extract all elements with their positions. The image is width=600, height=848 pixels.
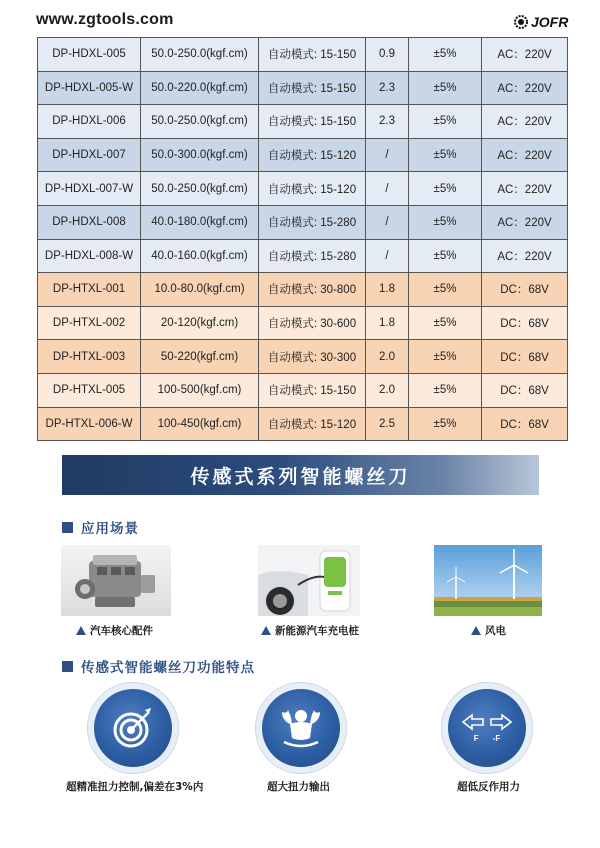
table-row <box>38 373 568 407</box>
table-cell-mode: 自动模式: 30-300 <box>259 340 366 374</box>
feature-circle-1 <box>88 683 178 773</box>
table-row <box>38 38 568 72</box>
triangle-bullet-icon <box>76 626 86 635</box>
table-cell-power: DC：68V <box>482 340 568 374</box>
applications-title: 应用场景 <box>81 521 139 537</box>
table-cell-model: DP-HDXL-008-W <box>38 239 141 273</box>
feature-label-3: 超低反作用力 <box>457 781 520 793</box>
feature-circle-2 <box>256 683 346 773</box>
features-title: 传感式智能螺丝刀功能特点 <box>81 660 255 676</box>
table-row <box>38 340 568 374</box>
table-cell-weight: / <box>366 205 409 239</box>
table-cell-power: AC：220V <box>482 172 568 206</box>
target-icon <box>111 706 155 750</box>
table-cell-accuracy: ±5% <box>409 340 482 374</box>
site-url: www.zgtools.com <box>36 11 174 28</box>
arrow-right-label: -F <box>492 734 501 743</box>
table-cell-model: DP-HTXL-006-W <box>38 407 141 441</box>
table-cell-range: 100-500(kgf.cm) <box>141 373 259 407</box>
brand-logo <box>514 14 568 30</box>
table-cell-accuracy: ±5% <box>409 205 482 239</box>
table-cell-accuracy: ±5% <box>409 407 482 441</box>
table-cell-range: 50-220(kgf.cm) <box>141 340 259 374</box>
table-cell-mode: 自动模式: 15-120 <box>259 172 366 206</box>
application-caption-2: 新能源汽车充电桩 <box>261 623 359 638</box>
table-cell-weight: 2.3 <box>366 105 409 139</box>
triangle-bullet-icon <box>261 626 271 635</box>
ev-charger-photo <box>258 545 360 616</box>
wind-turbine-photo <box>434 545 542 616</box>
table-cell-weight: 1.8 <box>366 306 409 340</box>
table-cell-model: DP-HTXL-001 <box>38 273 141 307</box>
table-cell-power: AC：220V <box>482 71 568 105</box>
table-cell-mode: 自动模式: 30-600 <box>259 306 366 340</box>
table-cell-model: DP-HTXL-005 <box>38 373 141 407</box>
table-cell-accuracy: ±5% <box>409 138 482 172</box>
triangle-bullet-icon <box>471 626 481 635</box>
table-cell-accuracy: ±5% <box>409 105 482 139</box>
table-cell-accuracy: ±5% <box>409 38 482 72</box>
features-heading <box>62 656 255 676</box>
table-cell-mode: 自动模式: 15-120 <box>259 138 366 172</box>
table-cell-model: DP-HTXL-003 <box>38 340 141 374</box>
series-banner <box>62 455 539 495</box>
gear-logo-icon <box>514 15 528 29</box>
brand-name: JOFR <box>531 14 569 30</box>
square-bullet-icon <box>62 661 73 672</box>
table-row <box>38 172 568 206</box>
spec-table <box>37 37 568 441</box>
application-caption-3: 风电 <box>471 623 506 638</box>
table-cell-mode: 自动模式: 15-150 <box>259 105 366 139</box>
table-cell-model: DP-HDXL-007 <box>38 138 141 172</box>
table-cell-model: DP-HDXL-008 <box>38 205 141 239</box>
table-cell-mode: 自动模式: 30-800 <box>259 273 366 307</box>
table-cell-weight: 2.0 <box>366 340 409 374</box>
table-cell-power: AC：220V <box>482 239 568 273</box>
table-cell-range: 50.0-220.0(kgf.cm) <box>141 71 259 105</box>
table-cell-range: 50.0-300.0(kgf.cm) <box>141 138 259 172</box>
table-row <box>38 105 568 139</box>
table-cell-weight: 0.9 <box>366 38 409 72</box>
table-cell-range: 50.0-250.0(kgf.cm) <box>141 172 259 206</box>
car-engine-photo <box>61 545 171 616</box>
table-cell-power: AC：220V <box>482 38 568 72</box>
table-cell-power: DC：68V <box>482 407 568 441</box>
table-cell-range: 10.0-80.0(kgf.cm) <box>141 273 259 307</box>
table-row <box>38 71 568 105</box>
strength-icon <box>278 706 324 750</box>
table-cell-model: DP-HDXL-005-W <box>38 71 141 105</box>
table-cell-accuracy: ±5% <box>409 172 482 206</box>
table-cell-accuracy: ±5% <box>409 71 482 105</box>
table-row <box>38 407 568 441</box>
square-bullet-icon <box>62 522 73 533</box>
table-cell-weight: 1.8 <box>366 273 409 307</box>
table-cell-accuracy: ±5% <box>409 373 482 407</box>
table-cell-power: DC：68V <box>482 373 568 407</box>
table-cell-range: 40.0-160.0(kgf.cm) <box>141 239 259 273</box>
table-cell-range: 40.0-180.0(kgf.cm) <box>141 205 259 239</box>
table-row <box>38 138 568 172</box>
table-cell-mode: 自动模式: 15-150 <box>259 71 366 105</box>
feature-label-1: 超精准扭力控制,偏差在3%内 <box>66 781 204 793</box>
table-cell-weight: / <box>366 138 409 172</box>
table-cell-mode: 自动模式: 15-120 <box>259 407 366 441</box>
table-cell-power: DC：68V <box>482 306 568 340</box>
feature-circle-3 <box>442 683 532 773</box>
table-cell-mode: 自动模式: 15-280 <box>259 205 366 239</box>
application-caption-1: 汽车核心配件 <box>76 623 153 638</box>
banner-title: 传感式系列智能螺丝刀 <box>190 465 411 488</box>
table-cell-weight: / <box>366 172 409 206</box>
table-cell-weight: 2.5 <box>366 407 409 441</box>
table-cell-accuracy: ±5% <box>409 239 482 273</box>
table-cell-model: DP-HDXL-005 <box>38 38 141 72</box>
table-cell-range: 20-120(kgf.cm) <box>141 306 259 340</box>
feature-label-2: 超大扭力输出 <box>267 781 330 793</box>
table-cell-weight: 2.0 <box>366 373 409 407</box>
table-cell-power: AC：220V <box>482 105 568 139</box>
arrow-left-label: F <box>473 734 479 743</box>
table-cell-weight: 2.3 <box>366 71 409 105</box>
table-row <box>38 306 568 340</box>
table-row <box>38 205 568 239</box>
table-cell-power: AC：220V <box>482 138 568 172</box>
table-cell-range: 100-450(kgf.cm) <box>141 407 259 441</box>
table-cell-mode: 自动模式: 15-150 <box>259 38 366 72</box>
table-cell-range: 50.0-250.0(kgf.cm) <box>141 38 259 72</box>
table-cell-model: DP-HDXL-006 <box>38 105 141 139</box>
arrows-icon <box>461 713 513 743</box>
table-cell-accuracy: ±5% <box>409 273 482 307</box>
table-cell-model: DP-HTXL-002 <box>38 306 141 340</box>
table-cell-model: DP-HDXL-007-W <box>38 172 141 206</box>
table-cell-range: 50.0-250.0(kgf.cm) <box>141 105 259 139</box>
table-cell-mode: 自动模式: 15-150 <box>259 373 366 407</box>
table-cell-power: AC：220V <box>482 205 568 239</box>
table-row <box>38 273 568 307</box>
table-cell-mode: 自动模式: 15-280 <box>259 239 366 273</box>
applications-heading <box>62 517 139 537</box>
table-row <box>38 239 568 273</box>
table-cell-weight: / <box>366 239 409 273</box>
table-cell-power: DC：68V <box>482 273 568 307</box>
table-cell-accuracy: ±5% <box>409 306 482 340</box>
